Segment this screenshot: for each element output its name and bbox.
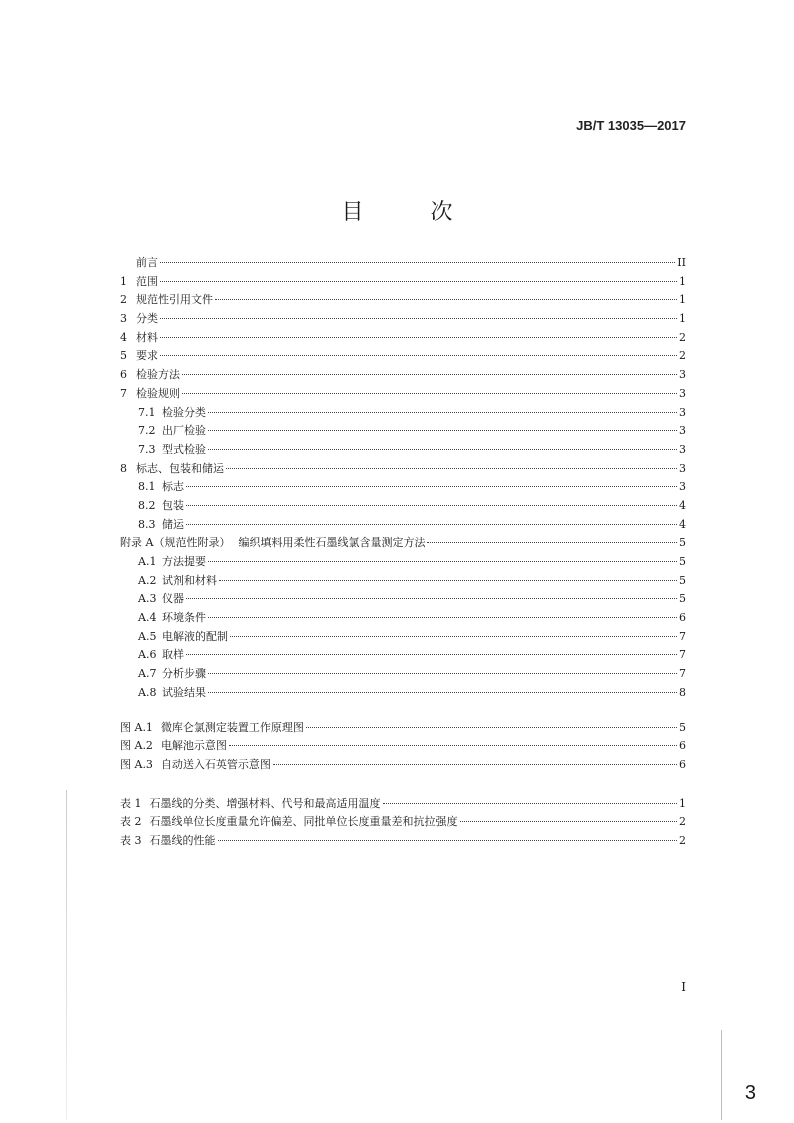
entry-page: 5 bbox=[679, 536, 686, 550]
dot-leader bbox=[383, 803, 678, 804]
figure-entry[interactable] bbox=[120, 756, 686, 775]
figure-list bbox=[120, 719, 686, 775]
entry-page: 8 bbox=[679, 685, 686, 699]
entry-label: 检验规则 bbox=[136, 386, 180, 400]
entry-number: A.7 bbox=[138, 667, 157, 681]
entry-label: 石墨线单位长度重量允许偏差、同批单位长度重量差和抗拉强度 bbox=[149, 815, 458, 829]
toc-entry[interactable] bbox=[120, 329, 686, 348]
entry-page: 7 bbox=[679, 648, 686, 662]
entry-label: 电解液的配制 bbox=[162, 629, 228, 643]
toc-entry[interactable] bbox=[120, 646, 686, 665]
entry-page: 2 bbox=[679, 815, 686, 829]
entry-number: 8 bbox=[120, 461, 127, 475]
dot-leader bbox=[229, 745, 677, 746]
toc-entry[interactable] bbox=[120, 422, 686, 441]
figure-entry[interactable] bbox=[120, 719, 686, 738]
entry-page: 3 bbox=[679, 386, 686, 400]
toc-entry[interactable] bbox=[120, 347, 686, 366]
entry-page: 3 bbox=[679, 461, 686, 475]
entry-label: 分类 bbox=[136, 312, 158, 326]
entry-label: 石墨线的性能 bbox=[149, 833, 216, 847]
entry-page: 3 bbox=[679, 368, 686, 382]
entry-number: 8.2 bbox=[138, 498, 156, 512]
entry-number: 5 bbox=[120, 349, 127, 363]
entry-page: 7 bbox=[679, 667, 686, 681]
entry-page: 7 bbox=[679, 629, 686, 643]
dot-leader bbox=[160, 318, 677, 319]
toc-entry[interactable] bbox=[120, 404, 686, 423]
toc-entry[interactable] bbox=[120, 497, 686, 516]
dot-leader bbox=[218, 840, 678, 841]
entry-page: 4 bbox=[679, 517, 686, 531]
dot-leader bbox=[208, 412, 677, 413]
dot-leader bbox=[273, 764, 677, 765]
entry-label: 试剂和材料 bbox=[162, 573, 217, 587]
entry-label: 试验结果 bbox=[162, 685, 206, 699]
entry-page: 5 bbox=[679, 592, 686, 606]
dot-leader bbox=[186, 505, 677, 506]
dot-leader bbox=[208, 449, 677, 450]
entry-number: 4 bbox=[120, 330, 127, 344]
entry-label: 编织填料用柔性石墨线氯含量测定方法 bbox=[238, 536, 426, 550]
table-entry[interactable] bbox=[120, 795, 686, 814]
entry-page: 5 bbox=[679, 720, 686, 734]
dot-leader bbox=[160, 262, 675, 263]
entry-number: 7.3 bbox=[138, 442, 156, 456]
entry-page: 5 bbox=[679, 555, 686, 568]
dot-leader bbox=[160, 281, 677, 282]
entry-number: 8.3 bbox=[138, 517, 156, 531]
scan-page-number: 3 bbox=[744, 1082, 756, 1104]
entry-number: 7.2 bbox=[138, 424, 156, 438]
entry-number: 7 bbox=[120, 386, 127, 400]
roman-page-number: I bbox=[681, 980, 686, 994]
toc-entry[interactable] bbox=[120, 609, 686, 628]
table-of-contents bbox=[120, 254, 686, 851]
divider bbox=[120, 703, 686, 719]
entry-number: A.6 bbox=[138, 648, 157, 662]
toc-entry[interactable] bbox=[120, 572, 686, 591]
toc-entry[interactable] bbox=[120, 665, 686, 684]
entry-label: 型式检验 bbox=[162, 442, 206, 456]
entry-label: 储运 bbox=[162, 517, 184, 531]
entry-page: 3 bbox=[679, 405, 686, 419]
entry-label: 微库仑氯测定装置工作原理图 bbox=[160, 720, 304, 734]
toc-entry[interactable] bbox=[120, 684, 686, 703]
dot-leader bbox=[208, 430, 677, 431]
entry-page: 2 bbox=[679, 349, 686, 363]
entry-page: 6 bbox=[679, 739, 686, 753]
entry-number: 8.1 bbox=[138, 480, 156, 494]
entry-number: 附录 A（规范性附录） bbox=[120, 536, 231, 550]
toc-entry[interactable] bbox=[120, 628, 686, 647]
entry-label: 前言 bbox=[136, 256, 158, 269]
toc-entry[interactable] bbox=[120, 590, 686, 609]
dot-leader bbox=[306, 727, 677, 728]
toc-entry[interactable] bbox=[120, 534, 686, 553]
entry-number: 3 bbox=[120, 312, 127, 326]
toc-entry[interactable] bbox=[120, 460, 686, 479]
entry-number: 2 bbox=[120, 293, 127, 307]
entry-number: A.2 bbox=[138, 573, 157, 587]
dot-leader bbox=[460, 821, 678, 822]
entry-label: 电解池示意图 bbox=[160, 739, 227, 753]
entry-page: 3 bbox=[679, 424, 686, 438]
entry-number: 1 bbox=[120, 274, 127, 288]
dot-leader bbox=[208, 617, 677, 618]
dot-leader bbox=[160, 355, 677, 356]
toc-entry[interactable] bbox=[120, 310, 686, 329]
entry-page: 6 bbox=[679, 757, 686, 771]
dot-leader bbox=[186, 524, 677, 525]
entry-page: 1 bbox=[679, 796, 686, 810]
toc-entry[interactable] bbox=[120, 441, 686, 460]
figure-entry[interactable] bbox=[120, 737, 686, 756]
toc-entry[interactable] bbox=[120, 254, 686, 273]
dot-leader bbox=[182, 374, 677, 375]
scan-edge-mark bbox=[66, 790, 67, 1120]
entry-label: 仪器 bbox=[162, 592, 184, 606]
entry-page: 2 bbox=[679, 330, 686, 344]
dot-leader bbox=[230, 636, 677, 637]
toc-entry[interactable] bbox=[120, 366, 686, 385]
standard-code: JB/T 13035—2017 bbox=[576, 118, 686, 133]
entry-page: 1 bbox=[679, 293, 686, 307]
dot-leader bbox=[219, 580, 677, 581]
entry-label: 取样 bbox=[162, 648, 184, 662]
entry-page: II bbox=[677, 256, 686, 269]
entry-page: 5 bbox=[679, 573, 686, 587]
entry-label: 检验分类 bbox=[162, 405, 206, 419]
dot-leader bbox=[208, 673, 677, 674]
entry-number: 图 A.1 bbox=[120, 720, 153, 734]
table-entry[interactable] bbox=[120, 832, 686, 851]
entry-label: 规范性引用文件 bbox=[136, 293, 213, 307]
entry-label: 包装 bbox=[162, 498, 184, 512]
dot-leader bbox=[208, 692, 677, 693]
entry-number: 6 bbox=[120, 368, 127, 382]
entry-number: 表 2 bbox=[120, 815, 142, 829]
toc-entry[interactable] bbox=[120, 478, 686, 497]
entry-number: A.5 bbox=[138, 629, 157, 643]
entry-number: 表 3 bbox=[120, 833, 142, 847]
entry-label: 范围 bbox=[136, 274, 158, 288]
entry-number: A.8 bbox=[138, 685, 157, 699]
dot-leader bbox=[226, 468, 677, 469]
entry-page: 6 bbox=[679, 611, 686, 625]
entry-page: 2 bbox=[679, 833, 686, 847]
entry-label: 分析步骤 bbox=[162, 667, 206, 681]
toc-entry[interactable] bbox=[120, 291, 686, 310]
dot-leader bbox=[215, 299, 677, 300]
entry-label: 要求 bbox=[136, 349, 158, 363]
dot-leader bbox=[427, 542, 677, 543]
entry-number: 图 A.2 bbox=[120, 739, 153, 753]
entry-label: 检验方法 bbox=[136, 368, 180, 382]
entry-label: 方法提要 bbox=[162, 555, 206, 568]
toc-entry[interactable] bbox=[120, 553, 686, 572]
entry-page: 1 bbox=[679, 274, 686, 288]
entry-number: A.4 bbox=[138, 611, 157, 625]
table-entry[interactable] bbox=[120, 813, 686, 832]
entry-label: 出厂检验 bbox=[162, 424, 206, 438]
scan-edge-mark bbox=[721, 1030, 722, 1120]
entry-label: 自动送入石英管示意图 bbox=[160, 757, 271, 771]
toc-entry[interactable] bbox=[120, 516, 686, 535]
toc-entry[interactable] bbox=[120, 385, 686, 404]
dot-leader bbox=[186, 654, 677, 655]
dot-leader bbox=[208, 561, 677, 562]
entry-page: 1 bbox=[679, 312, 686, 326]
entry-label: 材料 bbox=[136, 330, 158, 344]
page-title: 目 次 bbox=[341, 200, 483, 225]
entry-number: 表 1 bbox=[120, 796, 142, 810]
entry-label: 标志 bbox=[162, 480, 184, 494]
entry-number: 7.1 bbox=[138, 405, 156, 419]
entry-number: A.1 bbox=[138, 555, 157, 568]
dot-leader bbox=[160, 337, 677, 338]
divider bbox=[120, 775, 686, 795]
entry-page: 3 bbox=[679, 442, 686, 456]
entry-label: 环境条件 bbox=[162, 611, 206, 625]
entry-label: 标志、包装和储运 bbox=[136, 461, 224, 475]
toc-entry[interactable] bbox=[120, 273, 686, 292]
entry-page: 4 bbox=[679, 498, 686, 512]
entry-label: 石墨线的分类、增强材料、代号和最高适用温度 bbox=[149, 796, 381, 810]
entry-number: 图 A.3 bbox=[120, 757, 153, 771]
section-list bbox=[120, 254, 686, 703]
table-list bbox=[120, 795, 686, 851]
entry-number: A.3 bbox=[138, 592, 157, 606]
dot-leader bbox=[186, 486, 677, 487]
dot-leader bbox=[186, 598, 677, 599]
entry-page: 3 bbox=[679, 480, 686, 494]
dot-leader bbox=[182, 393, 677, 394]
